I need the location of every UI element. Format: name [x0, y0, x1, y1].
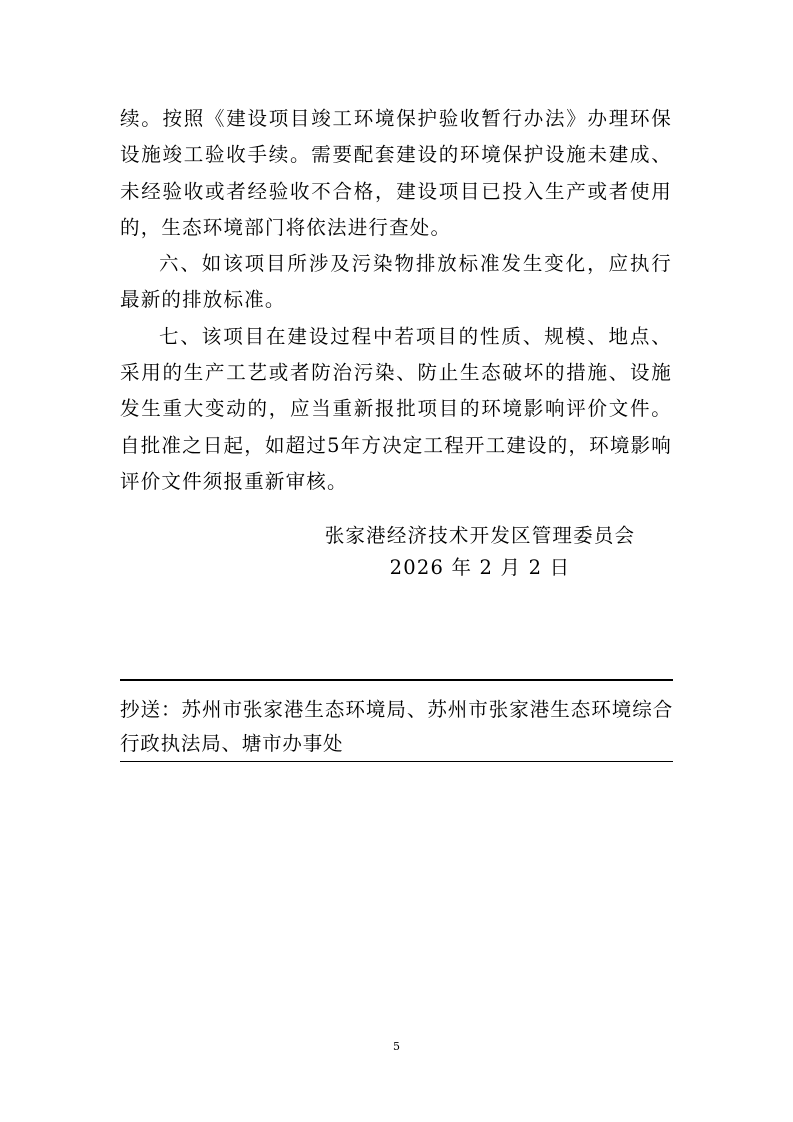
document-body — [120, 101, 672, 500]
issue-date: 2026 年 2 月 2 日 — [389, 556, 571, 579]
paragraph-item-seven: 七、该项目在建设过程中若项目的性质、规模、地点、采用的生产工艺或者防治污染、防止生态破坏的措施、设施发生重大变动的，应当重新报批项目的环境影响评价文件。自批准之日起，如超过5年方决定工程开工建设的，环境影响评价文件须报重新审核。 — [120, 324, 672, 493]
issuing-organization: 张家港经济技术开发区管理委员会 — [324, 524, 636, 547]
cc-section — [120, 679, 673, 762]
cc-recipients: 抄送：苏州市张家港生态环境局、苏州市张家港生态环境综合行政执法局、塘市办事处 — [120, 698, 673, 755]
paragraph-continuation: 续。按照《建设项目竣工环境保护验收暂行办法》办理环保设施竣工验收手续。需要配套建设的环境保护设施未建成、未经验收或者经验收不合格，建设项目已投入生产或者使用的，生态环境部门将依法进行查处。 — [120, 107, 672, 239]
cc-bottom-rule — [120, 761, 673, 762]
page-number: 5 — [393, 1040, 400, 1053]
paragraph-item-six: 六、如该项目所涉及污染物排放标准发生变化，应执行最新的排放标准。 — [120, 252, 672, 312]
